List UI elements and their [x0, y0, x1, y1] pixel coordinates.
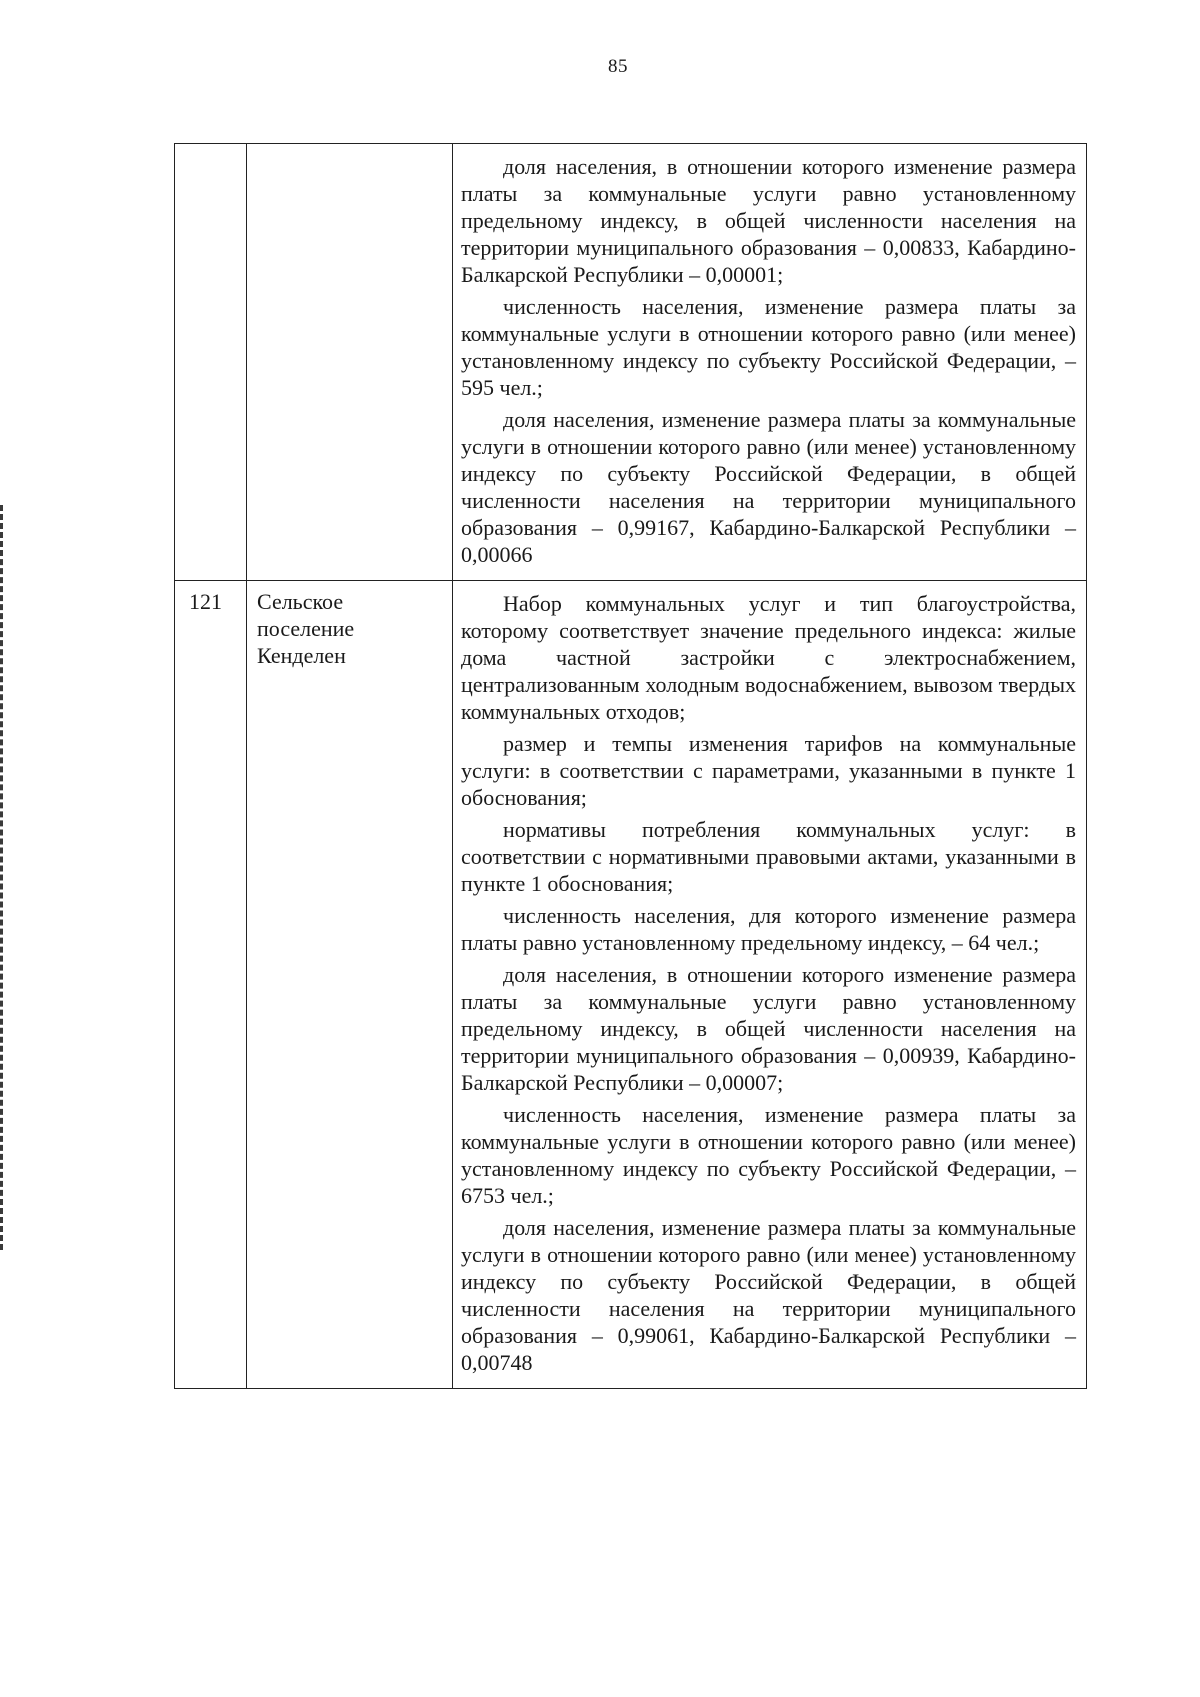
description-paragraph: размер и темпы изменения тарифов на коммунальные услуги: в соответствии с параметрами, указанными в пункте 1 обоснования; [461, 731, 1076, 810]
description-paragraph: численность населения, изменение размера платы за коммунальные услуги в отношении которого равно (или менее) установленному индексу по субъекту Российской Федерации, – 6753 чел.; [461, 1102, 1076, 1208]
municipality-name-cell [247, 144, 453, 581]
description-paragraph: доля населения, в отношении которого изменение размера платы за коммунальные услуги равно установленному предельному индексу, в общей численности населения на территории муниципального образования – 0,00939, Кабардино-Балкарской Республики – 0,00007; [461, 962, 1076, 1095]
row-number-cell [175, 144, 247, 581]
scan-edge-marks [0, 505, 7, 1250]
description-paragraph: нормативы потребления коммунальных услуг: в соответствии с нормативными правовыми актами, указанными в пункте 1 обоснования; [461, 817, 1076, 896]
row-number: 121 [189, 589, 222, 614]
description-paragraph: численность населения, изменение размера платы за коммунальные услуги в отношении которого равно (или менее) установленному индексу по субъекту Российской Федерации, – 595 чел.; [461, 294, 1076, 400]
table-row [175, 581, 1087, 1389]
municipality-name-line: поселение [257, 616, 355, 641]
table-row [175, 144, 1087, 581]
municipality-name-line: Кенделен [257, 643, 346, 668]
page-number: 85 [608, 56, 628, 77]
description-paragraph: доля населения, в отношении которого изменение размера платы за коммунальные услуги равно установленному предельному индексу, в общей численности населения на территории муниципального образования – 0,00833, Кабардино-Балкарской Республики – 0,00001; [461, 154, 1076, 287]
municipality-name-cell [247, 581, 453, 1389]
document-table [174, 143, 1087, 1389]
row-number-cell [175, 581, 247, 1389]
description-cell [453, 581, 1087, 1389]
description-paragraph: доля населения, изменение размера платы за коммунальные услуги в отношении которого равно (или менее) установленному индексу по субъекту Российской Федерации, в общей численности населения на территории муниципального образования – 0,99167, Кабардино-Балкарской Республики – 0,00066 [461, 407, 1076, 567]
description-paragraph: доля населения, изменение размера платы за коммунальные услуги в отношении которого равно (или менее) установленному индексу по субъекту Российской Федерации, в общей численности населения на территории муниципального образования – 0,99061, Кабардино-Балкарской Республики – 0,00748 [461, 1215, 1076, 1375]
municipality-name-line: Сельское [257, 589, 344, 614]
description-paragraph: Набор коммунальных услуг и тип благоустройства, которому соответствует значение предельного индекса: жилые дома частной застройки с электроснабжением, централизованным холодным водоснабжением, вывозом твердых коммунальных отходов; [461, 591, 1076, 724]
description-paragraph: численность населения, для которого изменение размера платы равно установленному предельному индексу, – 64 чел.; [461, 903, 1076, 955]
description-cell [453, 144, 1087, 581]
